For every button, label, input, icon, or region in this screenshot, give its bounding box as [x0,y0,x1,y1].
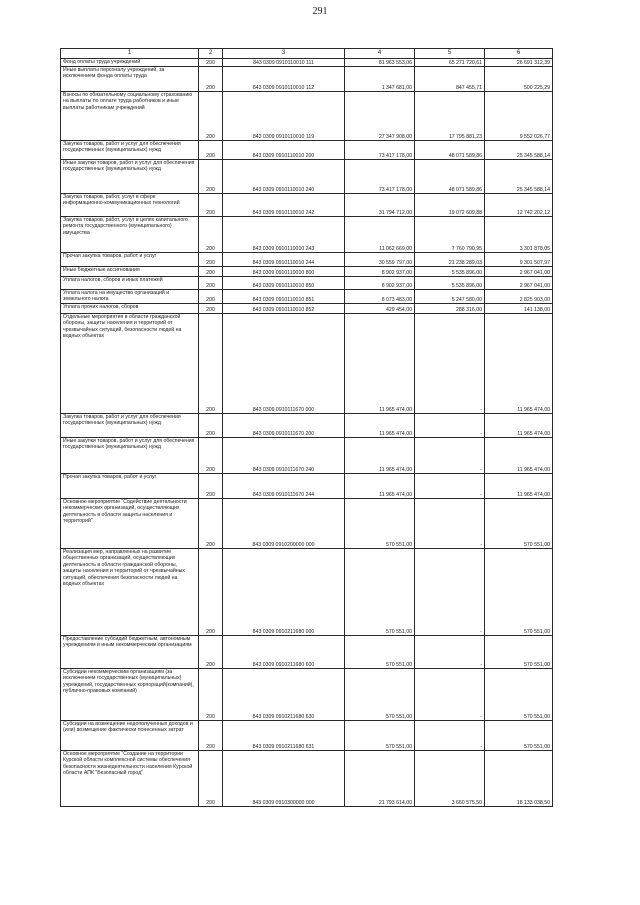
row-name-cell: Прочая закупка товаров, работ и услуг [61,474,199,499]
row-code-cell: 843 0309 0910110010 244 [223,253,345,267]
row-group-cell: 200 [199,636,223,669]
row-remaining-cell: 2 967 041,00 [485,267,553,277]
table-row [61,549,553,636]
row-group-cell: 200 [199,194,223,217]
row-name-cell: Основное мероприятие "Содействие деятельности некоммерческих организаций, осуществляющих деятельность в области защиты населения и территорий" [61,499,199,549]
row-approved-cell: 570 551,00 [345,549,415,636]
row-code-cell: 843 0309 0910110010 243 [223,217,345,253]
table-row [61,721,553,751]
row-code-cell: 843 0309 0910111670 244 [223,474,345,499]
row-executed-cell: 19 072 609,88 [415,194,485,217]
header-cell: 4 [345,49,415,59]
table-row [61,669,553,721]
row-code-cell: 843 0309 0910300000 000 [223,751,345,807]
row-executed-cell: 288 316,00 [415,304,485,314]
row-name-cell: Уплата налогов, сборов и иных платежей [61,277,199,290]
row-executed-cell: - [415,669,485,721]
row-executed-cell: 7 760 790,95 [415,217,485,253]
row-code-cell: 843 0309 0910110010 850 [223,277,345,290]
row-approved-cell: 8 073 483,00 [345,290,415,304]
table-row [61,751,553,807]
row-group-cell: 200 [199,549,223,636]
row-remaining-cell: 570 551,00 [485,499,553,549]
row-group-cell: 200 [199,751,223,807]
row-remaining-cell: 570 551,00 [485,549,553,636]
row-remaining-cell: 570 551,00 [485,636,553,669]
row-group-cell: 200 [199,290,223,304]
row-executed-cell: 48 071 589,86 [415,141,485,160]
row-code-cell: 843 0309 0910110010 112 [223,67,345,92]
row-code-cell: 843 0309 0910110010 200 [223,141,345,160]
row-code-cell: 843 0309 0910111670 000 [223,314,345,414]
row-remaining-cell: 11 965 474,00 [485,414,553,438]
row-code-cell: 843 0309 0910211680 600 [223,636,345,669]
header-cell: 2 [199,49,223,59]
row-group-cell: 200 [199,438,223,474]
row-remaining-cell: 9 552 026,77 [485,92,553,141]
row-executed-cell: - [415,438,485,474]
row-name-cell: Закупка товаров, работ и услуг для обеспечения государственных (муниципальных) нужд [61,141,199,160]
row-executed-cell: - [415,636,485,669]
row-code-cell: 843 0309 0910111670 200 [223,414,345,438]
row-name-cell: Иные выплаты персоналу учреждений, за исключением фонда оплаты труда [61,67,199,92]
table-row [61,314,553,414]
row-remaining-cell: 2 967 041,00 [485,277,553,290]
row-code-cell: 843 0309 0910211680 000 [223,549,345,636]
row-group-cell: 200 [199,721,223,751]
row-remaining-cell: 141 138,00 [485,304,553,314]
row-name-cell: Отдельные мероприятия в области гражданской обороны, защиты населения и территорий от чрезвычайных ситуаций, безопасности людей на водных объектах [61,314,199,414]
table-row [61,438,553,474]
row-approved-cell: 30 559 797,00 [345,253,415,267]
row-executed-cell: 5 247 580,00 [415,290,485,304]
row-code-cell: 843 0309 0910211680 630 [223,669,345,721]
row-name-cell: Уплата налога на имущество организаций и земельного налога [61,290,199,304]
row-group-cell: 200 [199,160,223,194]
row-approved-cell: 11 965 474,00 [345,314,415,414]
row-group-cell: 200 [199,314,223,414]
row-group-cell: 200 [199,92,223,141]
row-approved-cell: 570 551,00 [345,669,415,721]
header-row [61,49,553,59]
row-code-cell: 843 0309 0910110010 119 [223,92,345,141]
row-group-cell: 200 [199,67,223,92]
row-executed-cell: 5 535 896,00 [415,277,485,290]
row-approved-cell: 73 417 178,00 [345,141,415,160]
table-row [61,253,553,267]
table-row [61,59,553,67]
page-number: 291 [312,6,328,17]
row-group-cell: 200 [199,217,223,253]
row-group-cell: 200 [199,304,223,314]
row-group-cell: 200 [199,267,223,277]
row-remaining-cell: 11 965 474,00 [485,314,553,414]
row-group-cell: 200 [199,253,223,267]
row-remaining-cell: 9 301 507,97 [485,253,553,267]
row-code-cell: 843 0309 0910110010 851 [223,290,345,304]
row-name-cell: Предоставление субсидий бюджетным, автономным учреждениям и иным некоммерческим организациям [61,636,199,669]
row-executed-cell: 17 795 881,23 [415,92,485,141]
row-remaining-cell: 2 825 903,00 [485,290,553,304]
row-name-cell: Прочая закупка товаров, работ и услуг [61,253,199,267]
table-row [61,474,553,499]
row-remaining-cell: 500 225,29 [485,67,553,92]
table-row [61,499,553,549]
row-code-cell: 843 0309 0910110010 852 [223,304,345,314]
row-approved-cell: 11 062 669,00 [345,217,415,253]
budget-execution-table [60,48,553,807]
row-approved-cell: 81 963 553,06 [345,59,415,67]
row-approved-cell: 8 902 937,00 [345,267,415,277]
row-group-cell: 200 [199,141,223,160]
row-name-cell: Иные закупки товаров, работ и услуг для обеспечения государственных (муниципальных) нужд [61,160,199,194]
table-row [61,67,553,92]
header-cell: 5 [415,49,485,59]
row-approved-cell: 21 793 614,00 [345,751,415,807]
row-executed-cell: 21 238 289,03 [415,253,485,267]
row-remaining-cell: 25 345 588,14 [485,160,553,194]
row-group-cell: 200 [199,474,223,499]
row-name-cell: Закупка товаров, работ, услуг в целях капитального ремонта государственного (муниципального) имущества [61,217,199,253]
row-remaining-cell: 570 551,00 [485,721,553,751]
row-name-cell: Основное мероприятие "Создание на территории Курской области комплексной системы обеспечения безопасности жизнедеятельности населения Курской области АПК "Безопасный город" [61,751,199,807]
row-name-cell: Фонд оплаты труда учреждений [61,59,199,67]
table-row [61,304,553,314]
header-cell: 1 [61,49,199,59]
row-remaining-cell: 26 691 312,39 [485,59,553,67]
table-row [61,277,553,290]
row-code-cell: 843 0309 0910211680 631 [223,721,345,751]
row-approved-cell: 27 347 908,00 [345,92,415,141]
table-row [61,267,553,277]
row-executed-cell: - [415,314,485,414]
row-executed-cell: - [415,414,485,438]
row-executed-cell: - [415,549,485,636]
table-row [61,414,553,438]
row-group-cell: 200 [199,414,223,438]
row-name-cell: Взносы по обязательному социальному страхованию на выплаты по оплате труда работников и иные выплаты работникам учреждений [61,92,199,141]
row-code-cell: 843 0309 0910111670 240 [223,438,345,474]
row-name-cell: Иные закупки товаров, работ и услуг для обеспечения государственных (муниципальных) нужд [61,438,199,474]
row-executed-cell: 48 071 589,86 [415,160,485,194]
row-remaining-cell: 11 965 474,00 [485,438,553,474]
row-name-cell: Реализация мер, направленных на развитие общественных организаций, осуществляющих деятельность в области гражданской обороны, защиты населения и территорий от чрезвычайных ситуаций, обеспечения безопасности людей на водных объектах [61,549,199,636]
row-approved-cell: 11 965 474,00 [345,474,415,499]
row-executed-cell: 3 660 575,50 [415,751,485,807]
row-code-cell: 843 0309 0910110010 111 [223,59,345,67]
row-group-cell: 200 [199,669,223,721]
row-executed-cell: - [415,721,485,751]
row-remaining-cell: 18 133 038,50 [485,751,553,807]
row-group-cell: 200 [199,59,223,67]
row-approved-cell: 31 794 712,00 [345,194,415,217]
row-name-cell: Субсидии некоммерческим организациям (за исключением государственных (муниципальных) учреждений, государственных корпораций(компаний), публично-правовых компаний) [61,669,199,721]
row-approved-cell: 570 551,00 [345,636,415,669]
row-remaining-cell: 11 965 474,00 [485,474,553,499]
row-code-cell: 843 0309 0910110010 242 [223,194,345,217]
row-executed-cell: - [415,499,485,549]
row-remaining-cell: 570 551,00 [485,669,553,721]
row-code-cell: 843 0309 0910110010 240 [223,160,345,194]
table-row [61,636,553,669]
row-remaining-cell: 3 301 878,05 [485,217,553,253]
row-approved-cell: 429 454,00 [345,304,415,314]
row-group-cell: 200 [199,277,223,290]
row-name-cell: Уплата прочих налогов, сборов [61,304,199,314]
row-name-cell: Субсидии на возмещение недополученных доходов и (или) возмещение фактически понесенных затрат [61,721,199,751]
row-approved-cell: 11 965 474,00 [345,438,415,474]
row-executed-cell: - [415,474,485,499]
header-cell: 6 [485,49,553,59]
row-approved-cell: 570 551,00 [345,721,415,751]
row-remaining-cell: 12 742 202,12 [485,194,553,217]
row-executed-cell: 65 271 720,61 [415,59,485,67]
row-approved-cell: 570 551,00 [345,499,415,549]
header-cell: 3 [223,49,345,59]
row-remaining-cell: 25 345 588,14 [485,141,553,160]
row-executed-cell: 5 535 896,00 [415,267,485,277]
table-row [61,217,553,253]
table-row [61,141,553,160]
row-name-cell: Иные бюджетные ассигнования [61,267,199,277]
row-group-cell: 200 [199,499,223,549]
row-name-cell: Закупка товаров, работ, услуг в сфере информационно-коммуникационных технологий [61,194,199,217]
row-approved-cell: 11 965 474,00 [345,414,415,438]
table-row [61,290,553,304]
table-row [61,160,553,194]
row-code-cell: 843 0309 0910110010 800 [223,267,345,277]
row-approved-cell: 8 902 937,00 [345,277,415,290]
row-approved-cell: 73 417 178,00 [345,160,415,194]
row-name-cell: Закупка товаров, работ и услуг для обеспечения государственных (муниципальных) нужд [61,414,199,438]
table-row [61,92,553,141]
row-code-cell: 843 0309 0910200000 000 [223,499,345,549]
row-executed-cell: 847 455,71 [415,67,485,92]
table-row [61,194,553,217]
row-approved-cell: 1 347 681,00 [345,67,415,92]
